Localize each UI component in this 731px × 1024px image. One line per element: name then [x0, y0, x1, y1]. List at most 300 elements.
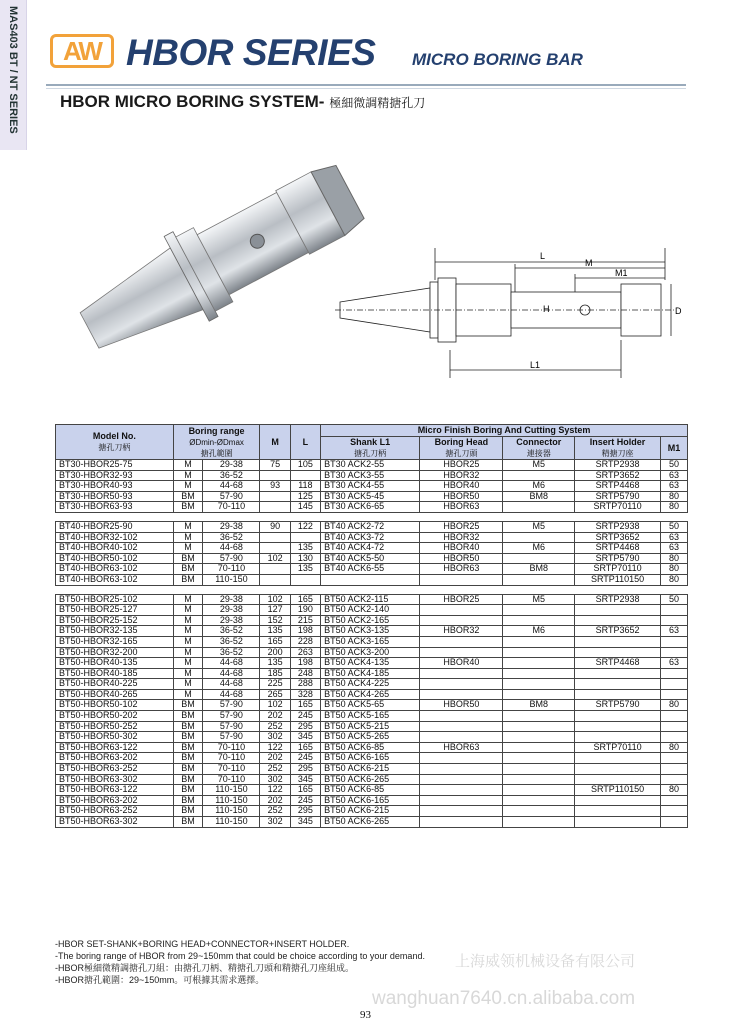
table-row — [56, 626, 688, 637]
table-cell — [575, 795, 661, 806]
boring-bar-photo — [62, 120, 382, 400]
header-rule — [46, 84, 686, 86]
table-cell — [420, 732, 503, 743]
table-cell — [420, 795, 503, 806]
table-cell: 50 — [661, 594, 688, 605]
table-row — [56, 521, 688, 532]
table-cell — [575, 647, 661, 658]
table-cell: BT50-HBOR63-122 — [56, 742, 174, 753]
table-cell — [503, 795, 575, 806]
table-cell — [420, 605, 503, 616]
table-cell: BT40 ACK5-50 — [321, 553, 420, 564]
note-1: -HBOR SET-SHANK+BORING HEAD+CONNECTOR+INSERT HOLDER. — [55, 939, 350, 949]
table-cell: 44-68 — [203, 543, 260, 554]
spec-table — [55, 424, 688, 828]
table-row — [56, 553, 688, 564]
table-cell: 135 — [290, 564, 320, 575]
table-cell: M — [173, 668, 203, 679]
watermark-company: 上海威领机械设备有限公司 — [455, 953, 636, 970]
table-cell: 110-150 — [203, 817, 260, 828]
table-cell: BT50-HBOR50-102 — [56, 700, 174, 711]
table-cell: 44-68 — [203, 668, 260, 679]
table-row — [56, 679, 688, 690]
table-cell — [503, 742, 575, 753]
table-cell — [661, 668, 688, 679]
table-cell: BM — [173, 764, 203, 775]
table-cell: 29-38 — [203, 521, 260, 532]
table-cell: 105 — [290, 460, 320, 471]
table-cell: 202 — [260, 753, 290, 764]
table-cell — [420, 679, 503, 690]
table-cell — [661, 689, 688, 700]
table-cell: M — [173, 679, 203, 690]
table-cell: 80 — [661, 742, 688, 753]
table-cell: 245 — [290, 795, 320, 806]
table-cell: BM — [173, 806, 203, 817]
table-row — [56, 753, 688, 764]
table-cell — [420, 711, 503, 722]
table-cell — [503, 502, 575, 513]
table-row — [56, 806, 688, 817]
table-cell — [661, 732, 688, 743]
table-cell: SRTP2938 — [575, 594, 661, 605]
table-cell — [503, 647, 575, 658]
table-cell: 63 — [661, 470, 688, 481]
table-cell: BM — [173, 742, 203, 753]
table-cell: 200 — [260, 647, 290, 658]
table-cell: 29-38 — [203, 594, 260, 605]
table-cell: BT50-HBOR25-127 — [56, 605, 174, 616]
table-cell: M — [173, 532, 203, 543]
table-cell: SRTP5790 — [575, 700, 661, 711]
table-cell: BT50-HBOR40-135 — [56, 658, 174, 669]
note-4: -HBOR搪孔範圍：29~150mm。可根據其需求選擇。 — [55, 975, 265, 985]
table-cell: BT50-HBOR32-165 — [56, 636, 174, 647]
table-cell: M6 — [503, 543, 575, 554]
table-cell: 29-38 — [203, 460, 260, 471]
table-cell: 302 — [260, 774, 290, 785]
table-row — [56, 532, 688, 543]
col-system: Micro Finish Boring And Cutting System — [321, 425, 688, 437]
table-cell: BT40 ACK2-72 — [321, 521, 420, 532]
table-cell — [503, 711, 575, 722]
table-cell: 70-110 — [203, 564, 260, 575]
table-cell: M5 — [503, 460, 575, 471]
table-cell: BT50 ACK6-265 — [321, 817, 420, 828]
table-cell — [661, 795, 688, 806]
table-cell: M5 — [503, 521, 575, 532]
table-row — [56, 564, 688, 575]
table-cell: 135 — [290, 543, 320, 554]
col-boring-range: Boring range ØDmin-ØDmax 搪孔範圍 — [173, 425, 260, 460]
table-cell: BT50-HBOR63-202 — [56, 795, 174, 806]
table-cell: 202 — [260, 795, 290, 806]
table-cell — [503, 679, 575, 690]
dim-M: M — [585, 258, 593, 268]
table-cell: BT50 ACK4-135 — [321, 658, 420, 669]
table-cell — [260, 543, 290, 554]
table-cell: BT50 ACK4-185 — [321, 668, 420, 679]
table-cell: BM — [173, 502, 203, 513]
table-cell — [503, 689, 575, 700]
table-cell: BT50 ACK5-165 — [321, 711, 420, 722]
table-cell: 165 — [290, 700, 320, 711]
table-cell: 225 — [260, 679, 290, 690]
table-cell: 122 — [260, 785, 290, 796]
table-cell: BT50 ACK6-165 — [321, 795, 420, 806]
table-cell — [420, 574, 503, 585]
table-cell — [503, 764, 575, 775]
table-cell: 63 — [661, 532, 688, 543]
table-cell: SRTP5790 — [575, 491, 661, 502]
table-cell: M — [173, 636, 203, 647]
table-cell: 36-52 — [203, 532, 260, 543]
table-cell — [575, 753, 661, 764]
table-cell: 80 — [661, 502, 688, 513]
page-title: HBOR SERIES — [126, 32, 376, 73]
table-cell — [661, 721, 688, 732]
system-title: HBOR MICRO BORING SYSTEM- 極細微調精搪孔刀 — [60, 92, 426, 111]
table-cell: 36-52 — [203, 626, 260, 637]
table-cell — [661, 636, 688, 647]
table-cell: BT50-HBOR50-252 — [56, 721, 174, 732]
table-cell — [420, 689, 503, 700]
table-cell: 252 — [260, 764, 290, 775]
table-cell: 245 — [290, 711, 320, 722]
table-cell: 57-90 — [203, 700, 260, 711]
table-cell: M6 — [503, 481, 575, 492]
table-cell: HBOR50 — [420, 700, 503, 711]
table-cell: 63 — [661, 626, 688, 637]
table-cell: 165 — [260, 636, 290, 647]
table-row — [56, 491, 688, 502]
table-cell: 80 — [661, 574, 688, 585]
table-cell — [575, 615, 661, 626]
table-cell: 145 — [290, 502, 320, 513]
table-cell: 202 — [260, 711, 290, 722]
table-cell — [575, 605, 661, 616]
table-cell: BT50 ACK6-85 — [321, 785, 420, 796]
header-rule-thin — [46, 88, 686, 89]
table-cell: 125 — [290, 491, 320, 502]
table-cell: 228 — [290, 636, 320, 647]
table-cell: 265 — [260, 689, 290, 700]
table-cell — [290, 470, 320, 481]
col-shank: Shank L1 搪孔刀柄 — [321, 437, 420, 460]
table-cell: HBOR40 — [420, 481, 503, 492]
table-cell: BT50-HBOR63-122 — [56, 785, 174, 796]
table-cell: 70-110 — [203, 764, 260, 775]
table-cell: BM — [173, 553, 203, 564]
table-cell: 135 — [260, 626, 290, 637]
col-model: Model No. 搪孔刀柄 — [56, 425, 174, 460]
table-cell: BT50 ACK5-215 — [321, 721, 420, 732]
table-cell — [420, 753, 503, 764]
table-cell: 36-52 — [203, 470, 260, 481]
note-2: -The boring range of HBOR from 29~150mm that could be choice according to your demand. — [55, 951, 425, 961]
table-cell: M — [173, 647, 203, 658]
table-cell: 295 — [290, 764, 320, 775]
table-cell — [420, 774, 503, 785]
table-cell: 152 — [260, 615, 290, 626]
table-cell: HBOR63 — [420, 502, 503, 513]
table-cell: 110-150 — [203, 574, 260, 585]
table-cell: BM — [173, 711, 203, 722]
table-cell — [503, 605, 575, 616]
table-cell: 198 — [290, 658, 320, 669]
table-cell: BT50 ACK6-265 — [321, 774, 420, 785]
table-cell: 288 — [290, 679, 320, 690]
col-connector: Connector 連接器 — [503, 437, 575, 460]
table-cell: 102 — [260, 553, 290, 564]
table-cell: 252 — [260, 721, 290, 732]
table-cell: BT50 ACK3-165 — [321, 636, 420, 647]
table-cell: 215 — [290, 615, 320, 626]
table-cell — [503, 636, 575, 647]
table-cell: BT40 ACK6-55 — [321, 564, 420, 575]
dim-M1: M1 — [615, 268, 628, 278]
table-cell: BT50 ACK4-265 — [321, 689, 420, 700]
table-cell: 248 — [290, 668, 320, 679]
table-row — [56, 700, 688, 711]
table-cell: BT30 ACK5-45 — [321, 491, 420, 502]
table-cell — [503, 753, 575, 764]
table-cell: 44-68 — [203, 481, 260, 492]
table-cell: SRTP4468 — [575, 543, 661, 554]
table-cell — [260, 532, 290, 543]
col-insert: Insert Holder 精搪刀座 — [575, 437, 661, 460]
table-cell — [420, 721, 503, 732]
table-row — [56, 732, 688, 743]
dim-L1: L1 — [530, 360, 541, 370]
table-cell — [575, 806, 661, 817]
table-cell: BT50-HBOR63-302 — [56, 774, 174, 785]
table-cell — [503, 732, 575, 743]
table-cell: 57-90 — [203, 491, 260, 502]
table-cell: BT50 ACK4-225 — [321, 679, 420, 690]
table-cell — [503, 615, 575, 626]
col-m: M — [260, 425, 290, 460]
table-cell: M5 — [503, 594, 575, 605]
table-cell: 93 — [260, 481, 290, 492]
table-cell: M — [173, 626, 203, 637]
table-cell — [321, 574, 420, 585]
table-cell: 252 — [260, 806, 290, 817]
table-cell — [575, 764, 661, 775]
table-cell: BT30 ACK2-55 — [321, 460, 420, 471]
page-subtitle: MICRO BORING BAR — [412, 50, 583, 69]
table-cell: BM — [173, 732, 203, 743]
table-cell: BT50-HBOR63-252 — [56, 806, 174, 817]
table-cell: BT50-HBOR63-252 — [56, 764, 174, 775]
table-cell: BM — [173, 795, 203, 806]
table-cell: BM8 — [503, 491, 575, 502]
table-cell — [260, 470, 290, 481]
table-cell: M — [173, 481, 203, 492]
table-cell: SRTP4468 — [575, 481, 661, 492]
page-number: 93 — [360, 1009, 371, 1021]
table-cell: BM8 — [503, 564, 575, 575]
table-cell — [260, 564, 290, 575]
table-row — [56, 817, 688, 828]
table-row — [56, 711, 688, 722]
table-cell: BT30-HBOR32-93 — [56, 470, 174, 481]
table-cell: 29-38 — [203, 605, 260, 616]
table-row — [56, 543, 688, 554]
table-cell: 63 — [661, 658, 688, 669]
table-cell: BT50-HBOR40-265 — [56, 689, 174, 700]
spec-table-body — [56, 460, 688, 828]
table-cell: BT50-HBOR63-302 — [56, 817, 174, 828]
table-cell: M — [173, 689, 203, 700]
table-cell — [420, 817, 503, 828]
table-cell: 165 — [290, 594, 320, 605]
table-cell: 185 — [260, 668, 290, 679]
table-cell: M — [173, 470, 203, 481]
table-row — [56, 721, 688, 732]
table-cell — [575, 817, 661, 828]
table-cell: BT40-HBOR25-90 — [56, 521, 174, 532]
table-cell: HBOR50 — [420, 491, 503, 502]
table-cell: BT50 ACK2-115 — [321, 594, 420, 605]
table-cell: 328 — [290, 689, 320, 700]
table-cell — [290, 532, 320, 543]
table-row — [56, 774, 688, 785]
table-cell: BT50-HBOR40-185 — [56, 668, 174, 679]
table-cell — [260, 502, 290, 513]
table-cell — [503, 574, 575, 585]
table-cell: BT50-HBOR25-152 — [56, 615, 174, 626]
table-cell — [290, 574, 320, 585]
table-cell: M — [173, 605, 203, 616]
table-cell: M — [173, 615, 203, 626]
table-cell: BT50 ACK5-265 — [321, 732, 420, 743]
table-cell — [503, 721, 575, 732]
table-cell: BM — [173, 785, 203, 796]
table-cell: BT40-HBOR63-102 — [56, 574, 174, 585]
table-row — [56, 795, 688, 806]
table-cell: M — [173, 594, 203, 605]
table-cell: BT50-HBOR25-102 — [56, 594, 174, 605]
table-cell: BT40-HBOR63-102 — [56, 564, 174, 575]
table-cell: SRTP70110 — [575, 564, 661, 575]
table-cell: BM — [173, 564, 203, 575]
table-cell: 263 — [290, 647, 320, 658]
table-cell: BT30 ACK6-65 — [321, 502, 420, 513]
table-cell: 75 — [260, 460, 290, 471]
table-cell: 44-68 — [203, 679, 260, 690]
table-cell: 130 — [290, 553, 320, 564]
table-cell: BM — [173, 700, 203, 711]
table-cell: M — [173, 521, 203, 532]
table-cell — [503, 532, 575, 543]
table-cell — [661, 753, 688, 764]
table-cell: 198 — [290, 626, 320, 637]
table-cell: HBOR32 — [420, 626, 503, 637]
table-row — [56, 502, 688, 513]
table-cell: BM — [173, 491, 203, 502]
table-cell — [503, 774, 575, 785]
table-cell — [420, 806, 503, 817]
table-cell: 122 — [260, 742, 290, 753]
table-cell: 50 — [661, 460, 688, 471]
table-cell — [503, 658, 575, 669]
table-cell: BT50 ACK6-215 — [321, 764, 420, 775]
table-cell: SRTP2938 — [575, 521, 661, 532]
table-cell: 80 — [661, 553, 688, 564]
table-cell: BM — [173, 721, 203, 732]
table-cell: BT30-HBOR25-75 — [56, 460, 174, 471]
table-cell: BT40-HBOR32-102 — [56, 532, 174, 543]
table-cell: BT40 ACK4-72 — [321, 543, 420, 554]
table-cell: 44-68 — [203, 689, 260, 700]
table-cell: BT50-HBOR32-135 — [56, 626, 174, 637]
table-cell: 70-110 — [203, 502, 260, 513]
table-cell: BT50-HBOR50-202 — [56, 711, 174, 722]
table-cell: 245 — [290, 753, 320, 764]
table-cell: 80 — [661, 785, 688, 796]
table-cell: 345 — [290, 817, 320, 828]
table-cell: BM8 — [503, 700, 575, 711]
table-cell: BM — [173, 817, 203, 828]
table-cell: 102 — [260, 594, 290, 605]
dim-D: D — [675, 306, 682, 316]
table-cell: 110-150 — [203, 785, 260, 796]
table-row — [56, 647, 688, 658]
table-cell: 118 — [290, 481, 320, 492]
table-cell: 63 — [661, 481, 688, 492]
table-row — [56, 742, 688, 753]
series-side-tab: MAS403 BT / NT SERIES — [0, 0, 27, 150]
table-cell: 70-110 — [203, 742, 260, 753]
table-cell: 36-52 — [203, 647, 260, 658]
col-head: Boring Head 搪孔刀頭 — [420, 437, 503, 460]
table-cell: BT50 ACK6-215 — [321, 806, 420, 817]
table-row — [56, 689, 688, 700]
table-cell: BT50 ACK3-200 — [321, 647, 420, 658]
table-row — [56, 594, 688, 605]
table-cell: 295 — [290, 806, 320, 817]
table-cell: BT30-HBOR63-93 — [56, 502, 174, 513]
table-cell — [575, 711, 661, 722]
table-cell — [260, 491, 290, 502]
table-cell: 110-150 — [203, 795, 260, 806]
table-cell: BT30 ACK4-55 — [321, 481, 420, 492]
table-cell — [420, 785, 503, 796]
table-cell: BT50 ACK6-165 — [321, 753, 420, 764]
table-cell: 90 — [260, 521, 290, 532]
table-cell: BM — [173, 574, 203, 585]
table-cell — [503, 817, 575, 828]
table-cell — [503, 470, 575, 481]
table-cell — [575, 636, 661, 647]
table-cell — [260, 574, 290, 585]
watermark-url: wanghuan7640.cn.alibaba.com — [372, 988, 636, 1009]
table-cell — [661, 711, 688, 722]
table-cell — [661, 817, 688, 828]
table-cell — [661, 605, 688, 616]
table-cell: 165 — [290, 785, 320, 796]
table-cell: HBOR40 — [420, 543, 503, 554]
table-cell: SRTP5790 — [575, 553, 661, 564]
table-cell: SRTP110150 — [575, 785, 661, 796]
table-cell: M — [173, 543, 203, 554]
table-cell: BT50-HBOR63-202 — [56, 753, 174, 764]
table-cell: SRTP110150 — [575, 574, 661, 585]
table-cell — [575, 668, 661, 679]
table-cell: 44-68 — [203, 658, 260, 669]
table-cell: HBOR32 — [420, 470, 503, 481]
